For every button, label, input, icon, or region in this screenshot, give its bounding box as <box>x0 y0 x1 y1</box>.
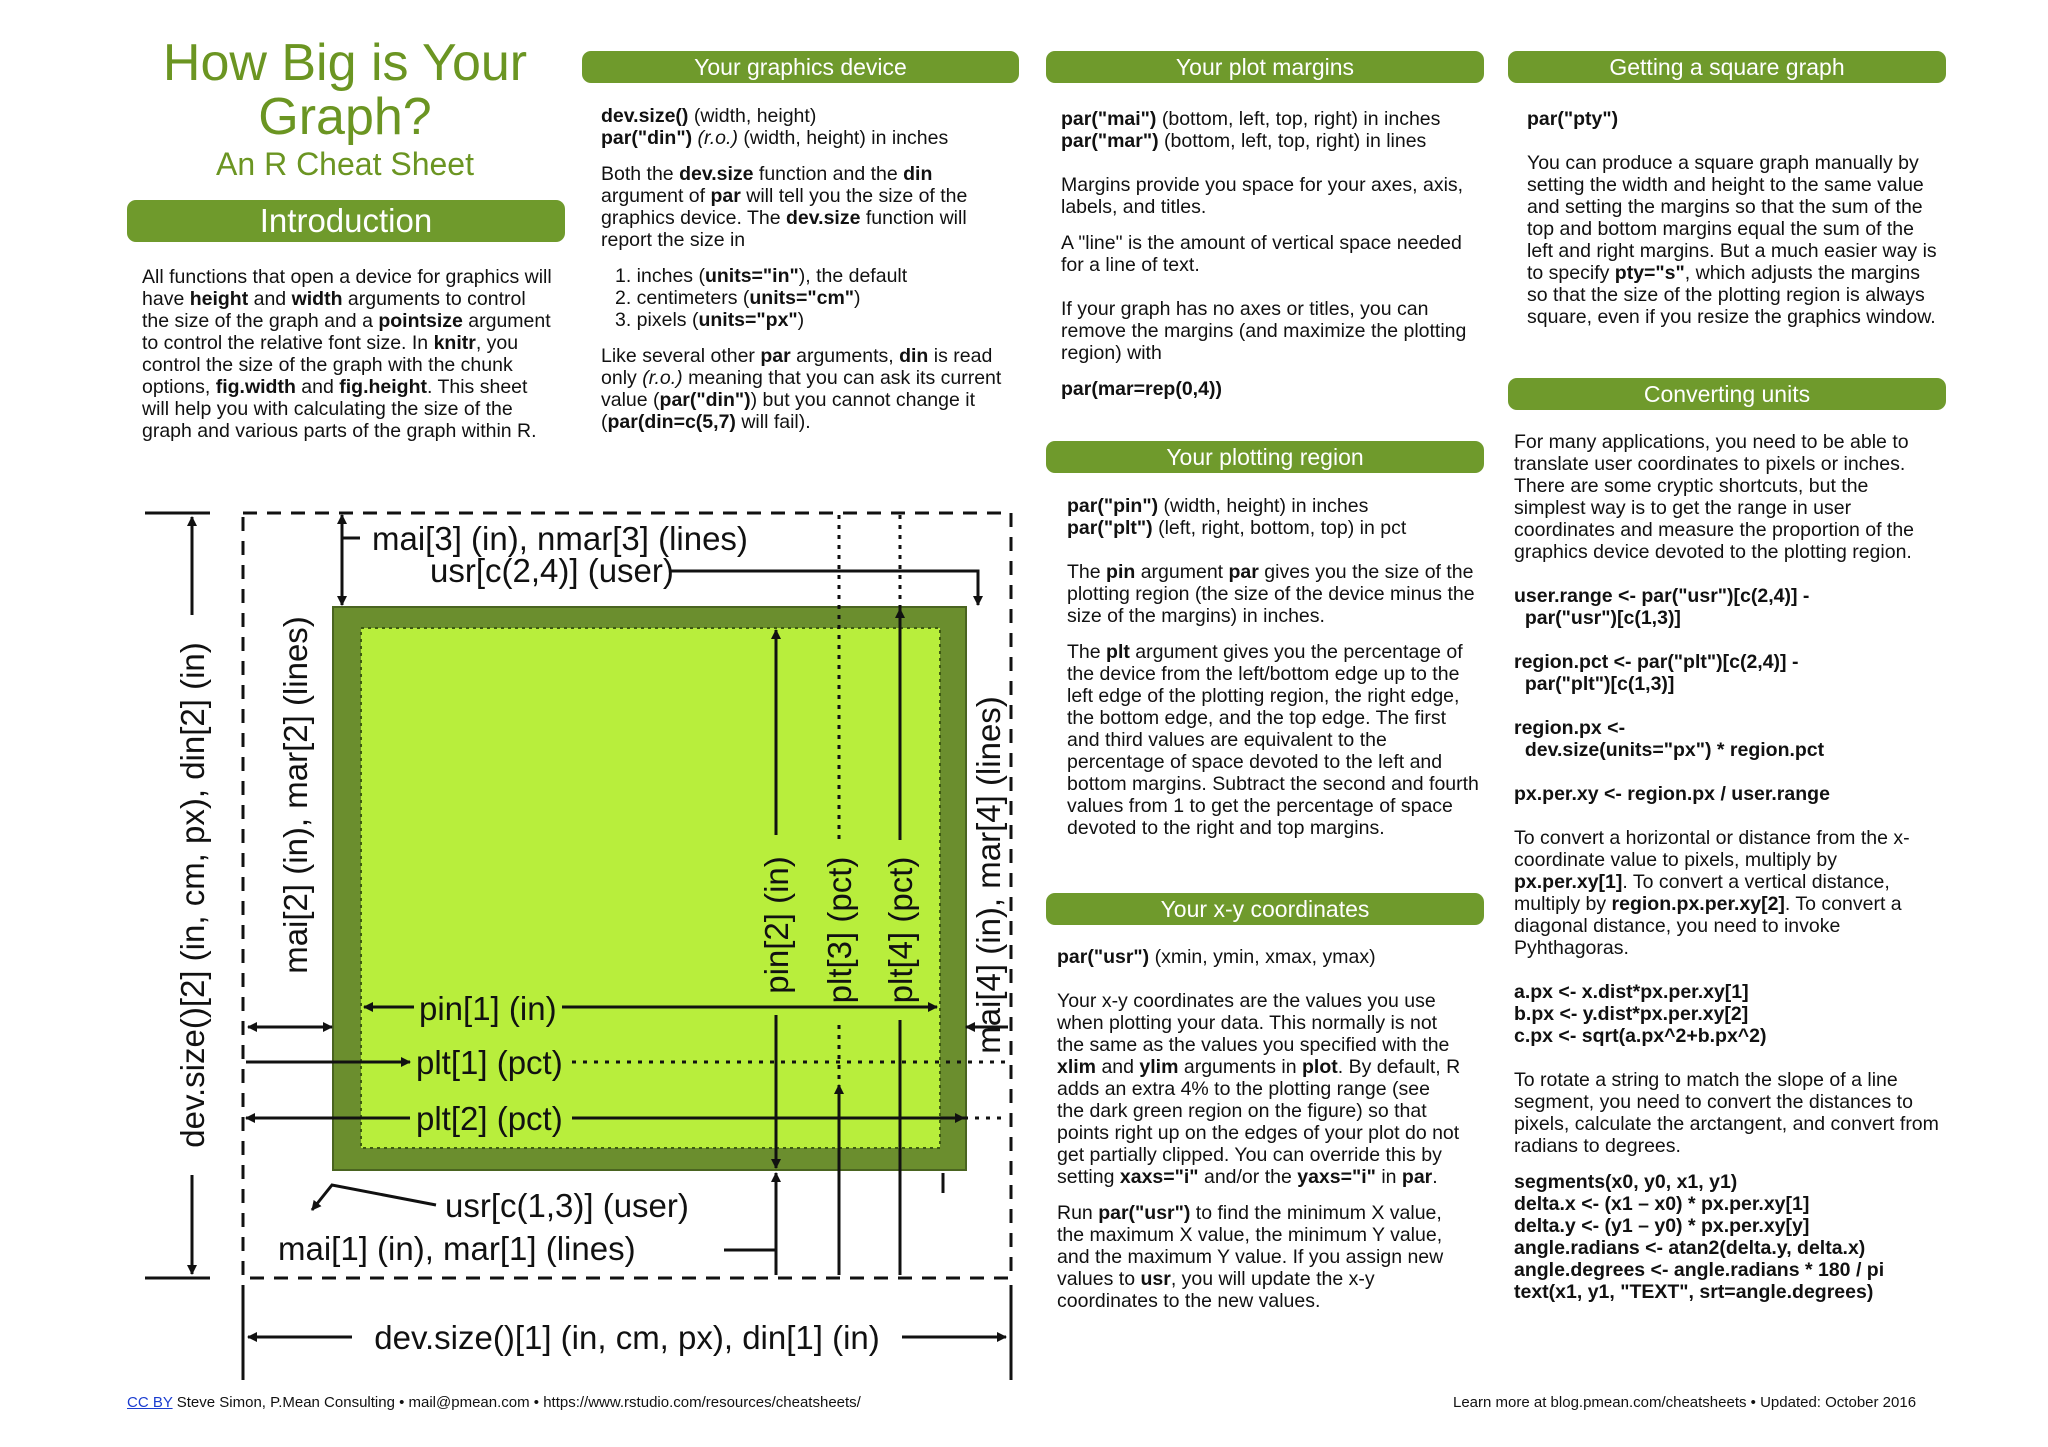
device-para-1: Both the dev.size function and the din argument of par will tell you the size of the graphics device. The dev.size function will report the size in <box>601 163 968 251</box>
coords-heading: Your x-y coordinates <box>1046 893 1484 925</box>
title-line-1: How Big is Your <box>162 34 528 92</box>
code-line: px.per.xy <- region.px / user.range <box>1514 783 1830 805</box>
top-margin-label: mai[3] (in), nmar[3] (lines) <box>372 520 748 557</box>
par-plt-code: par("plt") <box>1067 517 1153 539</box>
converting-para-1: For many applications, you need to be able to translate user coordinates to pixels or inches. There are some cryptic shortcuts, but the simplest way is to get the range in user coordinates and measure the proportion of the graphics device devoted to the plotting region. <box>1514 431 1915 563</box>
code-line: b.px <- y.dist*px.per.xy[2] <box>1514 1003 1749 1025</box>
region-heading: Your plotting region <box>1046 441 1484 473</box>
par-plt-desc: (left, right, bottom, top) in pct <box>1152 517 1407 539</box>
device-section <box>601 105 1011 433</box>
code-line: region.px <- <box>1514 717 1626 739</box>
margins-code: par(mar=rep(0,4)) <box>1061 378 1222 400</box>
margins-signature-2 <box>1061 130 1479 152</box>
pin1-label: pin[1] (in) <box>419 990 557 1027</box>
region-para-1: The pin argument par gives you the size of the plotting region (the size of the device minus the size of the margins) in inches. <box>1067 561 1475 627</box>
code-px-per-xy <box>1514 783 1939 805</box>
dev-size-desc: (width, height) <box>688 105 817 127</box>
par-mar-desc: (bottom, left, top, right) in lines <box>1158 130 1427 152</box>
intro-body: All functions that open a device for graphics will have height and width arguments to control the size of the graph and a pointsize argument to control the relative font size. In knitr, you control the size of the graph with the chunk options, fig.width and fig.height. This sheet will help you with calculating the size of the graph and various parts of the graph within R. <box>142 266 552 442</box>
plt3-label: plt[3] (pct) <box>821 856 858 1004</box>
code-rotate-string <box>1514 1171 1939 1303</box>
code-line: delta.x <- (x1 – x0) * px.per.xy[1] <box>1514 1193 1810 1215</box>
square-section <box>1527 108 1937 328</box>
footer-author: Steve Simon, P.Mean Consulting • mail@pmean.com • https://www.rstudio.com/resources/cheatsheets/ <box>172 1394 861 1411</box>
title-line-2: Graph? <box>258 88 432 146</box>
code-region-pct <box>1514 651 1939 695</box>
footer-right: Learn more at blog.pmean.com/cheatsheets • Updated: October 2016 <box>1453 1394 1917 1411</box>
code-line: user.range <- par("usr")[c(2,4)] - <box>1514 585 1810 607</box>
par-pin-desc: (width, height) in inches <box>1158 495 1369 517</box>
converting-para-2: To convert a horizontal or distance from the x-coordinate value to pixels, multiply by px.per.xy[1]. To convert a vertical distance, multiply by region.px.per.xy[2]. To convert a diagonal distance, you need to invoke Pyhthagoras. <box>1514 827 1910 959</box>
par-din-code: par("din") <box>601 127 693 149</box>
region-para-2: The plt argument gives you the percentage of the device from the left/bottom edge up to the left edge of the plotting region, the right edge, the bottom edge, and the top edge. The first and third values are equivalent to the percentage of space devoted to the left and bottom margins. Subtract the second and fourth values from 1 to get the percentage of space devoted to the right and top margins. <box>1067 641 1479 839</box>
plt4-label: plt[4] (pct) <box>882 856 919 1004</box>
device-width-label: dev.size()[1] (in, cm, px), din[1] (in) <box>374 1319 880 1356</box>
device-heading: Your graphics device <box>582 51 1019 83</box>
converting-heading: Converting units <box>1508 378 1946 410</box>
par-pty-code: par("pty") <box>1527 108 1619 130</box>
right-margin-label: mai[4] (in), mar[4] (lines) <box>970 696 1007 1054</box>
dev-size-code: dev.size() <box>601 105 689 127</box>
bottom-usr-label: usr[c(1,3)] (user) <box>445 1187 689 1224</box>
coords-signature <box>1057 946 1461 968</box>
coords-para-2: Run par("usr") to find the minimum X value, the maximum X value, the minimum Y value, and the maximum Y value. If you assign new values to usr, you will update the x-y coordinates to the new values. <box>1057 1202 1444 1312</box>
par-din-ro: (r.o.) <box>692 127 738 149</box>
par-mai-code: par("mai") <box>1061 108 1157 130</box>
coords-para-1: Your x-y coordinates are the values you use when plotting your data. This normally is not the same as the values you specified with the xlim and ylim arguments in plot. By default, R adds an extra 4% to the plotting range (see the dark green region on the figure) so that points right up on the edges of your plot do not get partially clipped. You can override this by setting xaxs="i" and/or the yaxs="i" in par. <box>1057 990 1461 1188</box>
device-para-2: Like several other par arguments, din is read only (r.o.) meaning that you can ask its current value (par("din")) but you cannot change it (par(din=c(5,7) will fail). <box>601 345 1002 433</box>
code-line: par("usr")[c(1,3)] <box>1514 607 1681 629</box>
code-line: a.px <- x.dist*px.per.xy[1] <box>1514 981 1749 1003</box>
code-region-px <box>1514 717 1939 761</box>
device-height-label: dev.size()[2] (in, cm, px), din[2] (in) <box>174 642 211 1148</box>
region-section <box>1067 495 1479 839</box>
device-list-item: 3. pixels (units="px") <box>615 309 805 331</box>
code-line: par("plt")[c(1,3)] <box>1514 673 1675 695</box>
bottom-margin-label: mai[1] (in), mar[1] (lines) <box>278 1230 636 1267</box>
converting-para-3: To rotate a string to match the slope of a line segment, you need to convert the distances to pixels, calculate the arctangent, and convert from radians to degrees. <box>1514 1069 1939 1157</box>
par-mar-code: par("mar") <box>1061 130 1159 152</box>
par-usr-desc: (xmin, ymin, xmax, ymax) <box>1149 946 1376 968</box>
margins-para-3: If your graph has no axes or titles, you can remove the margins (and maximize the plotting region) with <box>1061 298 1467 364</box>
code-line: dev.size(units="px") * region.pct <box>1514 739 1825 761</box>
code-line: c.px <- sqrt(a.px^2+b.px^2) <box>1514 1025 1767 1047</box>
device-list-item: 1. inches (units="in"), the default <box>615 265 908 287</box>
plt1-label: plt[1] (pct) <box>416 1044 563 1081</box>
license-link[interactable]: CC BY <box>127 1394 173 1411</box>
device-signature-1 <box>601 105 1011 127</box>
margins-para-1: Margins provide you space for your axes, axis, labels, and titles. <box>1061 174 1464 218</box>
converting-section <box>1514 431 1939 1303</box>
margins-para-2: A "line" is the amount of vertical space needed for a line of text. <box>1061 232 1462 276</box>
plt2-label: plt[2] (pct) <box>416 1100 563 1137</box>
pin2-label: pin[2] (in) <box>758 856 795 994</box>
code-line: angle.radians <- atan2(delta.y, delta.x) <box>1514 1237 1866 1259</box>
code-line: angle.degrees <- angle.radians * 180 / pi <box>1514 1259 1885 1281</box>
code-line: text(x1, y1, "TEXT", srt=angle.degrees) <box>1514 1281 1874 1303</box>
code-pythagoras <box>1514 981 1939 1047</box>
region-signature-2 <box>1067 517 1479 539</box>
region-signature-1 <box>1067 495 1479 517</box>
par-pin-code: par("pin") <box>1067 495 1159 517</box>
code-line: region.pct <- par("plt")[c(2,4)] - <box>1514 651 1799 673</box>
margins-heading: Your plot margins <box>1046 51 1484 83</box>
device-signature-2 <box>601 127 1011 149</box>
page-title <box>125 36 565 144</box>
code-user-range <box>1514 585 1939 629</box>
left-margin-label: mai[2] (in), mar[2] (lines) <box>277 616 314 974</box>
margins-section <box>1061 108 1479 400</box>
top-usr-arrow <box>670 571 978 605</box>
footer-left <box>127 1394 861 1412</box>
margins-signature-1 <box>1061 108 1479 130</box>
graph-size-diagram <box>140 505 1020 1385</box>
coords-section <box>1057 946 1461 1312</box>
par-mai-desc: (bottom, left, top, right) in inches <box>1156 108 1441 130</box>
code-line: delta.y <- (y1 – y0) * px.per.xy[y] <box>1514 1215 1810 1237</box>
page-subtitle: An R Cheat Sheet <box>216 146 474 182</box>
device-list-item: 2. centimeters (units="cm") <box>615 287 861 309</box>
code-line: segments(x0, y0, x1, y1) <box>1514 1171 1738 1193</box>
par-usr-code: par("usr") <box>1057 946 1150 968</box>
square-heading: Getting a square graph <box>1508 51 1946 83</box>
top-usr-label: usr[c(2,4)] (user) <box>430 552 674 589</box>
intro-heading: Introduction <box>127 200 565 242</box>
par-din-desc: (width, height) in inches <box>737 127 949 149</box>
square-para: You can produce a square graph manually by setting the width and height to the same value and setting the margins so that the sum of the top and bottom margins equal the sum of the left and right margins. But a much easier way is to specify pty="s", which adjusts the margins so that the size of the plotting region is always square, even if you resize the graphics window. <box>1527 152 1937 328</box>
